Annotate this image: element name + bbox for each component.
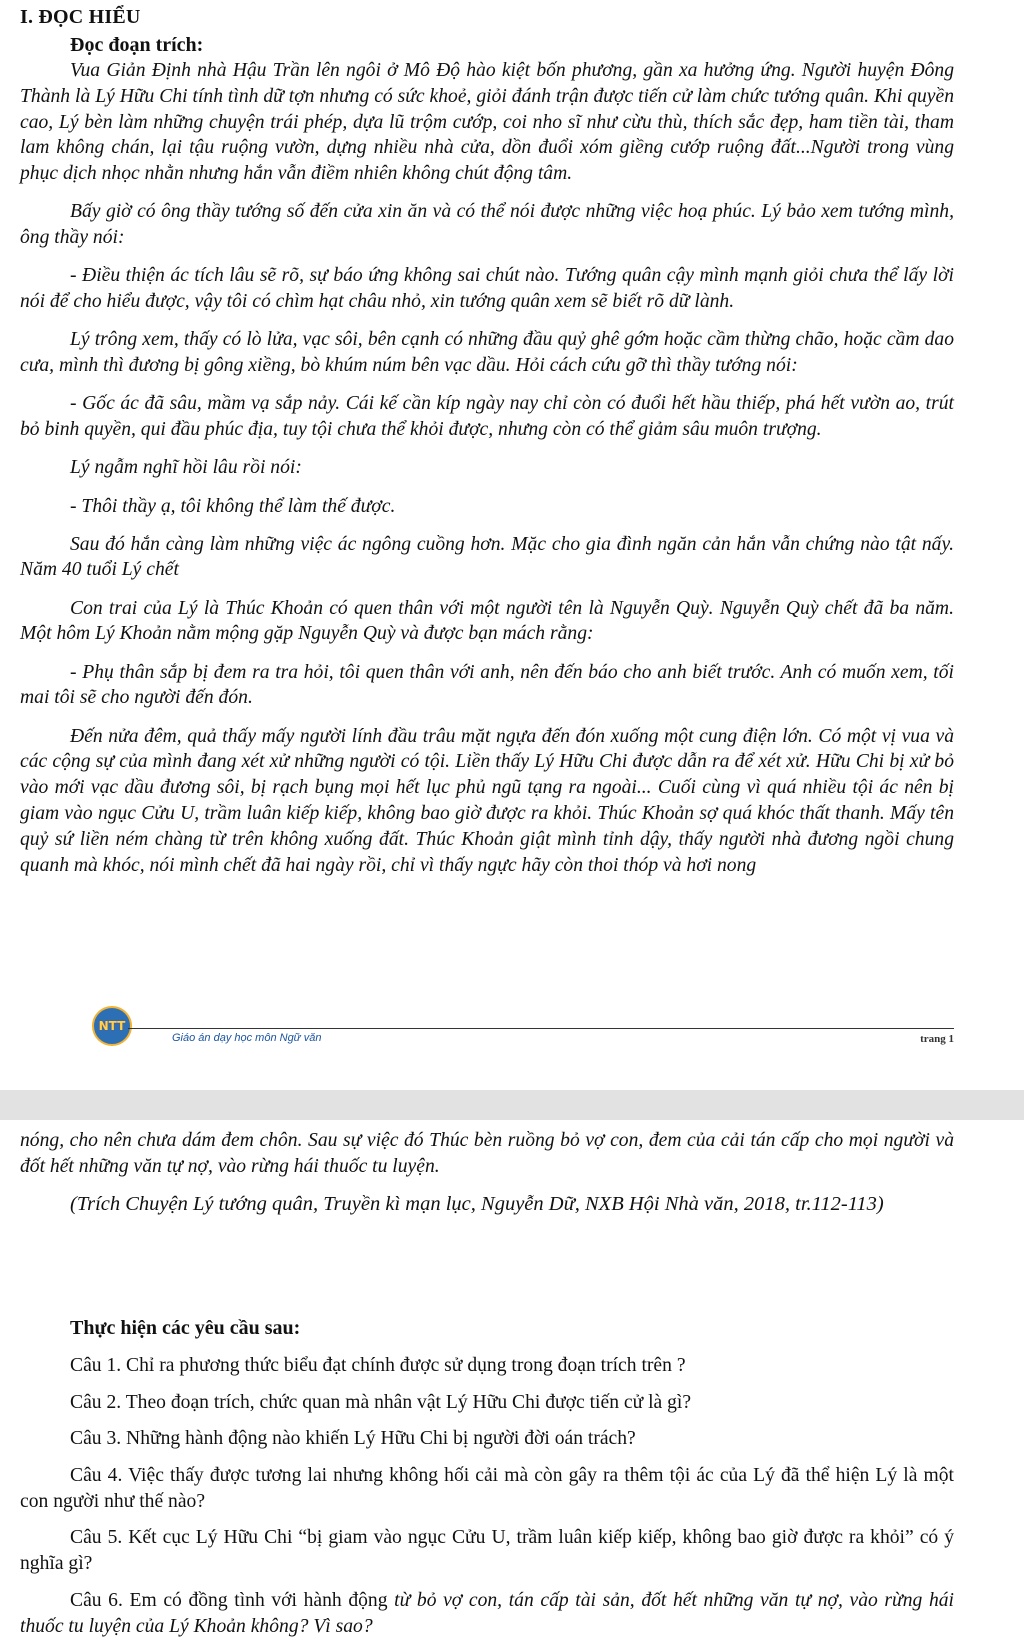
- excerpt-heading: Đọc đoạn trích:: [70, 34, 204, 56]
- question-6-lead: Câu 6. Em có đồng tình với hành động: [70, 1589, 388, 1611]
- excerpt-paragraph: Đến nửa đêm, quả thấy mấy người lính đầu trâu mặt ngựa đến đón xuống một cung điện lớn. Có một vị vua và các cộng sự của mình đang xét xử những người có tội. Liền thấy Lý Hữu Chi được dẫn ra để xét xử. Hữu Chi bị xử bỏ vào mới vạc dầu đương sôi, bị rạch bụng mọi hết lục phủ ngũ tạng ra ngoài... Cuối cùng vì quá nhiều tội ác nên bị giam vào ngục Cửu U, trầm luân kiếp kiếp, không bao giờ được ra khỏi. Thúc Khoản sợ quá khóc thất thanh. Mấy tên quỷ sứ liền ném chàng từ trên không xuống đất. Thúc Khoản giật mình tỉnh dậy, thấy người nhà đương ngồi chung quanh mà khóc, nói mình chết đã hai ngày rồi, chỉ vì thấy ngực hãy còn thoi thóp và hơi nong: [20, 725, 954, 876]
- footer-divider: [128, 1028, 954, 1029]
- question-item: Câu 5. Kết cục Lý Hữu Chi “bị giam vào ngục Cửu U, trầm luân kiếp kiếp, không bao giờ được ra khỏi” có ý nghĩa gì?: [20, 1527, 954, 1574]
- excerpt-paragraph: Sau đó hắn càng làm những việc ác ngông cuồng hơn. Mặc cho gia đình ngăn cản hắn vẫn chứng nào tật nấy. Năm 40 tuổi Lý chết: [20, 533, 954, 581]
- excerpt-paragraph: - Điều thiện ác tích lâu sẽ rõ, sự báo ứng không sai chút nào. Tướng quân cậy mình mạnh giỏi chưa thể lấy lời nói để cho hiểu được, vậy tôi có chìm hạt châu nhỏ, xin tướng quân xem sẽ biết rõ dữ lành.: [20, 265, 954, 313]
- excerpt-paragraph: Bấy giờ có ông thầy tướng số đến cửa xin ăn và có thể nói được những việc hoạ phúc. Lý bảo xem tướng mình, ông thầy nói:: [20, 201, 954, 249]
- question-item: Câu 2. Theo đoạn trích, chức quan mà nhân vật Lý Hữu Chi được tiến cử là gì?: [70, 1391, 692, 1413]
- question-6-rest: từ bỏ vợ con, tán cấp tài sản, đốt hết những văn tự nợ, vào rừng hái thuốc tu luyện của Lý Khoản không? Vì sao?: [20, 1589, 954, 1637]
- question-item: Câu 3. Những hành động nào khiến Lý Hữu Chi bị người đời oán trách?: [70, 1428, 636, 1449]
- question-item: Câu 4. Việc thấy được tương lai nhưng không hối cải mà còn gây ra thêm tội ác của Lý đã thể hiện Lý là một con người như thế nào?: [20, 1464, 954, 1512]
- source-citation: (Trích Chuyện Lý tướng quân, Truyền kì mạn lục, Nguyễn Dữ, NXB Hội Nhà văn, 2018, tr.112-113): [70, 1192, 884, 1215]
- excerpt-body: [20, 58, 954, 891]
- school-logo-icon: NTT: [92, 1006, 132, 1046]
- excerpt-paragraph: Lý trông xem, thấy có lò lửa, vạc sôi, bên cạnh có những đầu quỷ ghê gớm hoặc cầm thừng chão, hoặc cầm dao cưa, mình thì đương bị gông xiềng, bò khúm núm bên vạc dầu. Hỏi cách cứu gỡ thì thầy tướng nói:: [20, 329, 954, 377]
- excerpt-paragraph: Lý ngẫm nghĩ hồi lâu rồi nói:: [70, 457, 302, 479]
- section-title: I. ĐỌC HIỂU: [20, 6, 141, 28]
- excerpt-paragraph: Con trai của Lý là Thúc Khoản có quen thân với một người tên là Nguyễn Quỳ. Nguyễn Quỳ chết đã ba năm. Một hôm Lý Khoản nằm mộng gặp Nguyễn Quỳ và được bạn mách rằng:: [20, 597, 954, 645]
- excerpt-paragraph: - Gốc ác đã sâu, mầm vạ sắp nảy. Cái kế cần kíp ngày nay chỉ còn có đuổi hết hầu thiếp, phá hết vườn ao, trút bỏ binh quyền, qui đầu phúc địa, tuy tội chưa thể khỏi được, nhưng còn có thể giảm sâu muôn trượng.: [20, 393, 954, 441]
- excerpt-continuation: [20, 1128, 954, 1230]
- footer-caption: Giáo án dạy học môn Ngữ văn: [172, 1032, 322, 1044]
- page-number: trang 1: [920, 1033, 954, 1045]
- excerpt-paragraph: - Thôi thầy ạ, tôi không thể làm thế được.: [70, 495, 396, 517]
- question-item: [20, 1588, 954, 1640]
- continuation-paragraph: nóng, cho nên chưa dám đem chôn. Sau sự việc đó Thúc bèn ruồng bỏ vợ con, đem của cải tán cấp cho mọi người và đốt hết những văn tự nợ, vào rừng hái thuốc tu luyện.: [20, 1130, 954, 1177]
- page-separator: [0, 1090, 1024, 1120]
- requirements-heading: Thực hiện các yêu cầu sau:: [70, 1317, 301, 1339]
- page-footer: [84, 1006, 954, 1046]
- question-item: Câu 1. Chỉ ra phương thức biểu đạt chính được sử dụng trong đoạn trích trên ?: [70, 1355, 686, 1376]
- excerpt-paragraph: - Phụ thân sắp bị đem ra tra hỏi, tôi quen thân với anh, nên đến báo cho anh biết trước. Anh có muốn xem, tối mai tôi sẽ cho người đến đón.: [20, 661, 954, 709]
- question-list: [20, 1353, 954, 1650]
- excerpt-paragraph: Vua Giản Định nhà Hậu Trần lên ngôi ở Mô Độ hào kiệt bốn phương, gần xa hưởng ứng. Người huyện Đông Thành là Lý Hữu Chi tính tình dữ tợn nhưng có sức khoẻ, giỏi đánh trận được tiến cử làm chức tướng quân. Khi quyền cao, Lý bèn làm những chuyện trái phép, dựa lũ trộm cướp, coi nho sĩ như cừu thù, thích sắc đẹp, ham tiền tài, tham lam không chán, lại tậu ruộng vườn, dựng nhiều nhà cửa, dồn đuổi xóm giềng cướp ruộng đất...Người trong vùng phục dịch nhọc nhằn nhưng hắn vẫn điềm nhiên không chút động tâm.: [20, 60, 954, 185]
